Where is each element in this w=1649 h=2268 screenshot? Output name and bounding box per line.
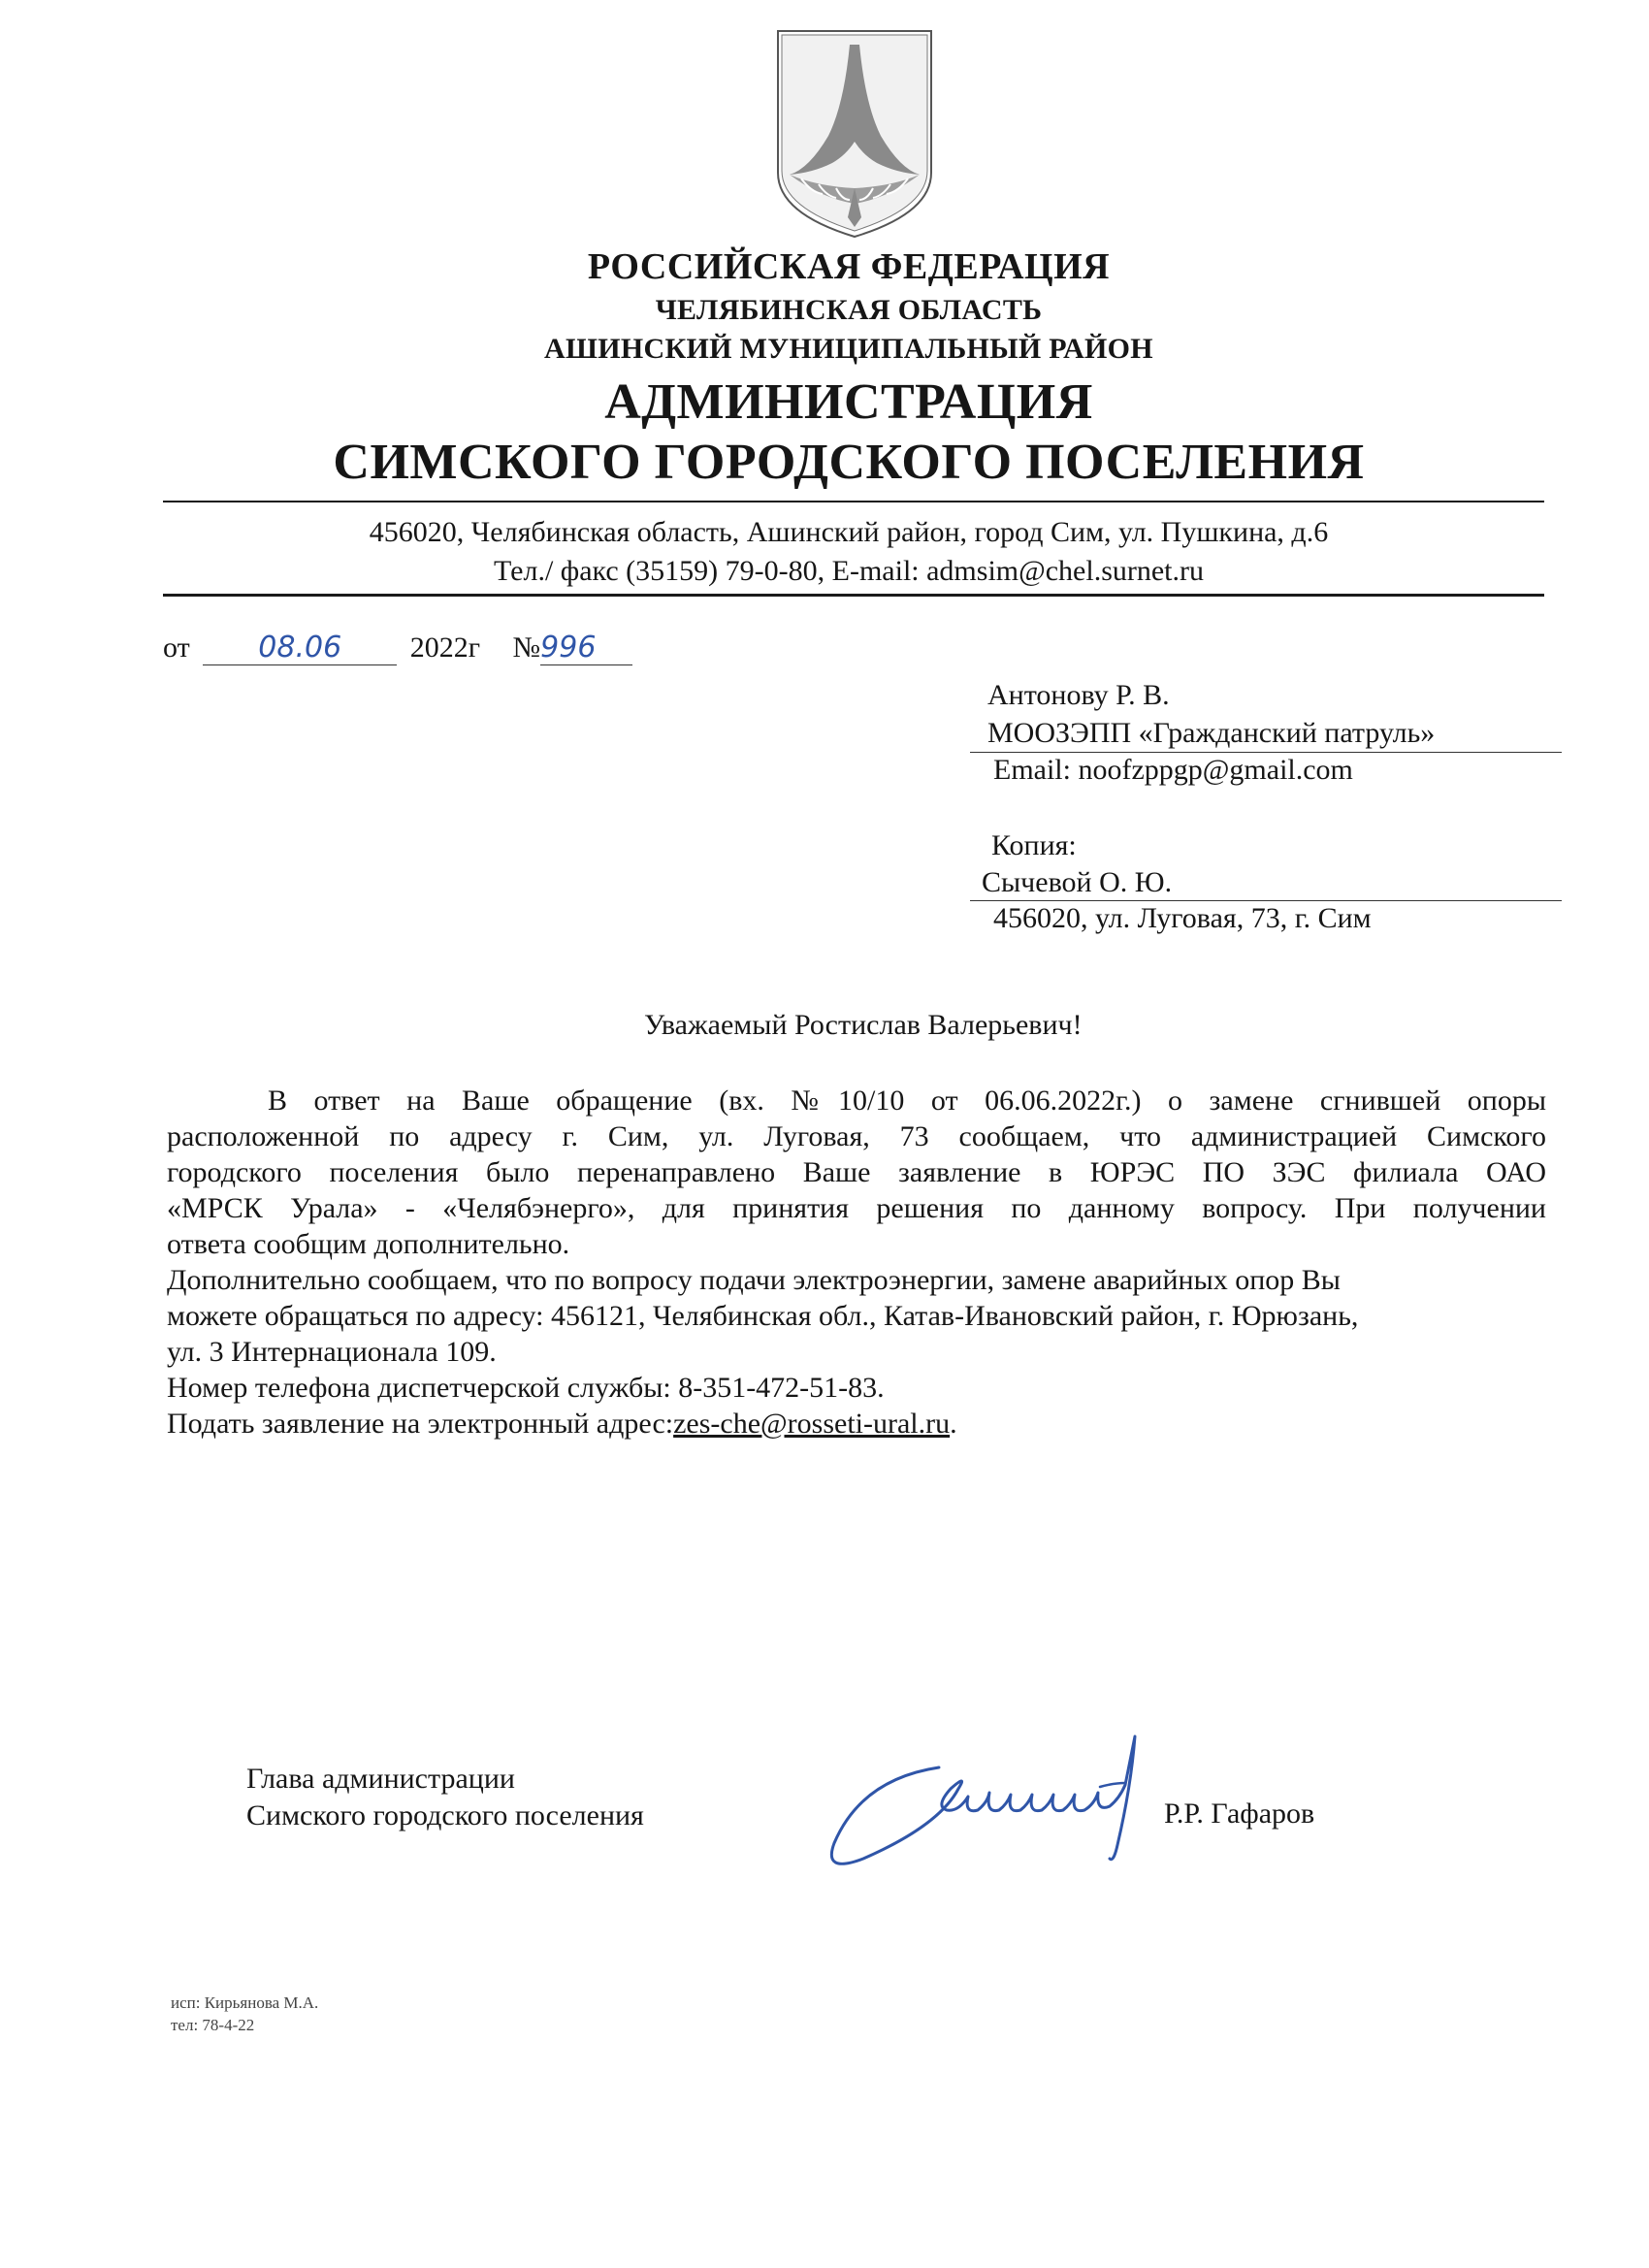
email-submission-line (167, 1406, 1546, 1442)
body-line: ответа сообщим дополнительно. (167, 1228, 570, 1260)
handwritten-number: 996 (540, 631, 597, 664)
signatory-name: Р.Р. Гафаров (1164, 1798, 1315, 1830)
executor-phone: тел: 78-4-22 (171, 2016, 255, 2034)
date-year: 2022г (409, 632, 481, 664)
recipient-underline (970, 752, 1562, 753)
header-organization-line1: АДМИНИСТРАЦИЯ (604, 374, 1093, 430)
copy-label: Копия: (991, 829, 1077, 861)
date-from-label: от (163, 632, 190, 664)
email-suffix: . (950, 1408, 957, 1440)
handwritten-date: 08.06 (258, 631, 342, 664)
executor-name: исп: Кирьянова М.А. (171, 1993, 319, 2012)
header-organization-line2: СИМСКОГО ГОРОДСКОГО ПОСЕЛЕНИЯ (333, 435, 1365, 490)
signatory-title-line1: Глава администрации (246, 1763, 515, 1795)
email-link[interactable]: zes-che@rosseti-ural.ru (673, 1408, 951, 1440)
number-label: № (512, 632, 541, 664)
header-divider-top (163, 501, 1544, 502)
body-line: Дополнительно сообщаем, что по вопросу подачи электроэнергии, замене аварийных опор Вы (167, 1264, 1341, 1296)
body-line: городского поселения было перенаправлено Ваше заявление в ЮРЭС ПО ЗЭС филиала ОАО (167, 1156, 1546, 1188)
body-paragraph-1 (167, 1083, 1546, 1262)
header-district: АШИНСКИЙ МУНИЦИПАЛЬНЫЙ РАЙОН (544, 333, 1153, 365)
body-paragraph-2 (167, 1262, 1546, 1442)
body-line: ул. 3 Интернационала 109. (167, 1336, 497, 1368)
body-line: В ответ на Ваше обращение (вх. №10/10 от 06.06.2022г.) о замене сгнившей опоры (268, 1085, 1546, 1117)
copy-recipient-name: Сычевой О. Ю. (982, 866, 1173, 898)
organization-contacts: Тел./ факс (35159) 79-0-80, E-mail: admsim@chel.surnet.ru (493, 555, 1205, 587)
recipient-organization: МООЗЭПП «Гражданский патруль» (987, 717, 1436, 749)
body-line: «МРСК Урала» - «Челябэнерго», для принятия решения по данному вопросу. При получении (167, 1192, 1546, 1224)
date-field (203, 631, 397, 665)
dispatch-phone-line: Номер телефона диспетчерской службы: 8-351-472-51-83. (167, 1372, 885, 1404)
outgoing-reference (163, 631, 632, 665)
body-line: можете обращаться по адресу: 456121, Челябинская обл., Катав-Ивановский район, г. Юрюзань, (167, 1300, 1359, 1332)
email-prefix: Подать заявление на электронный адрес: (167, 1408, 674, 1440)
copy-underline (970, 900, 1562, 901)
letter-greeting: Уважаемый Ростислав Валерьевич! (644, 1009, 1083, 1041)
header-country: РОССИЙСКАЯ ФЕДЕРАЦИЯ (587, 246, 1111, 287)
signatory-title-line2: Симского городского поселения (246, 1799, 644, 1831)
header-region: ЧЕЛЯБИНСКАЯ ОБЛАСТЬ (655, 294, 1043, 326)
body-line: расположенной по адресу г. Сим, ул. Луговая, 73 сообщаем, что администрацией Симского (167, 1120, 1546, 1152)
organization-address: 456020, Челябинская область, Ашинский район, город Сим, ул. Пушкина, д.6 (369, 516, 1329, 548)
copy-recipient-address: 456020, ул. Луговая, 73, г. Сим (993, 902, 1372, 934)
coat-of-arms-emblem (772, 27, 937, 241)
number-field (540, 631, 632, 665)
recipient-email: Email: noofzppgp@gmail.com (993, 754, 1353, 786)
recipient-name: Антонову Р. В. (987, 679, 1170, 711)
header-divider-bottom (163, 594, 1544, 597)
